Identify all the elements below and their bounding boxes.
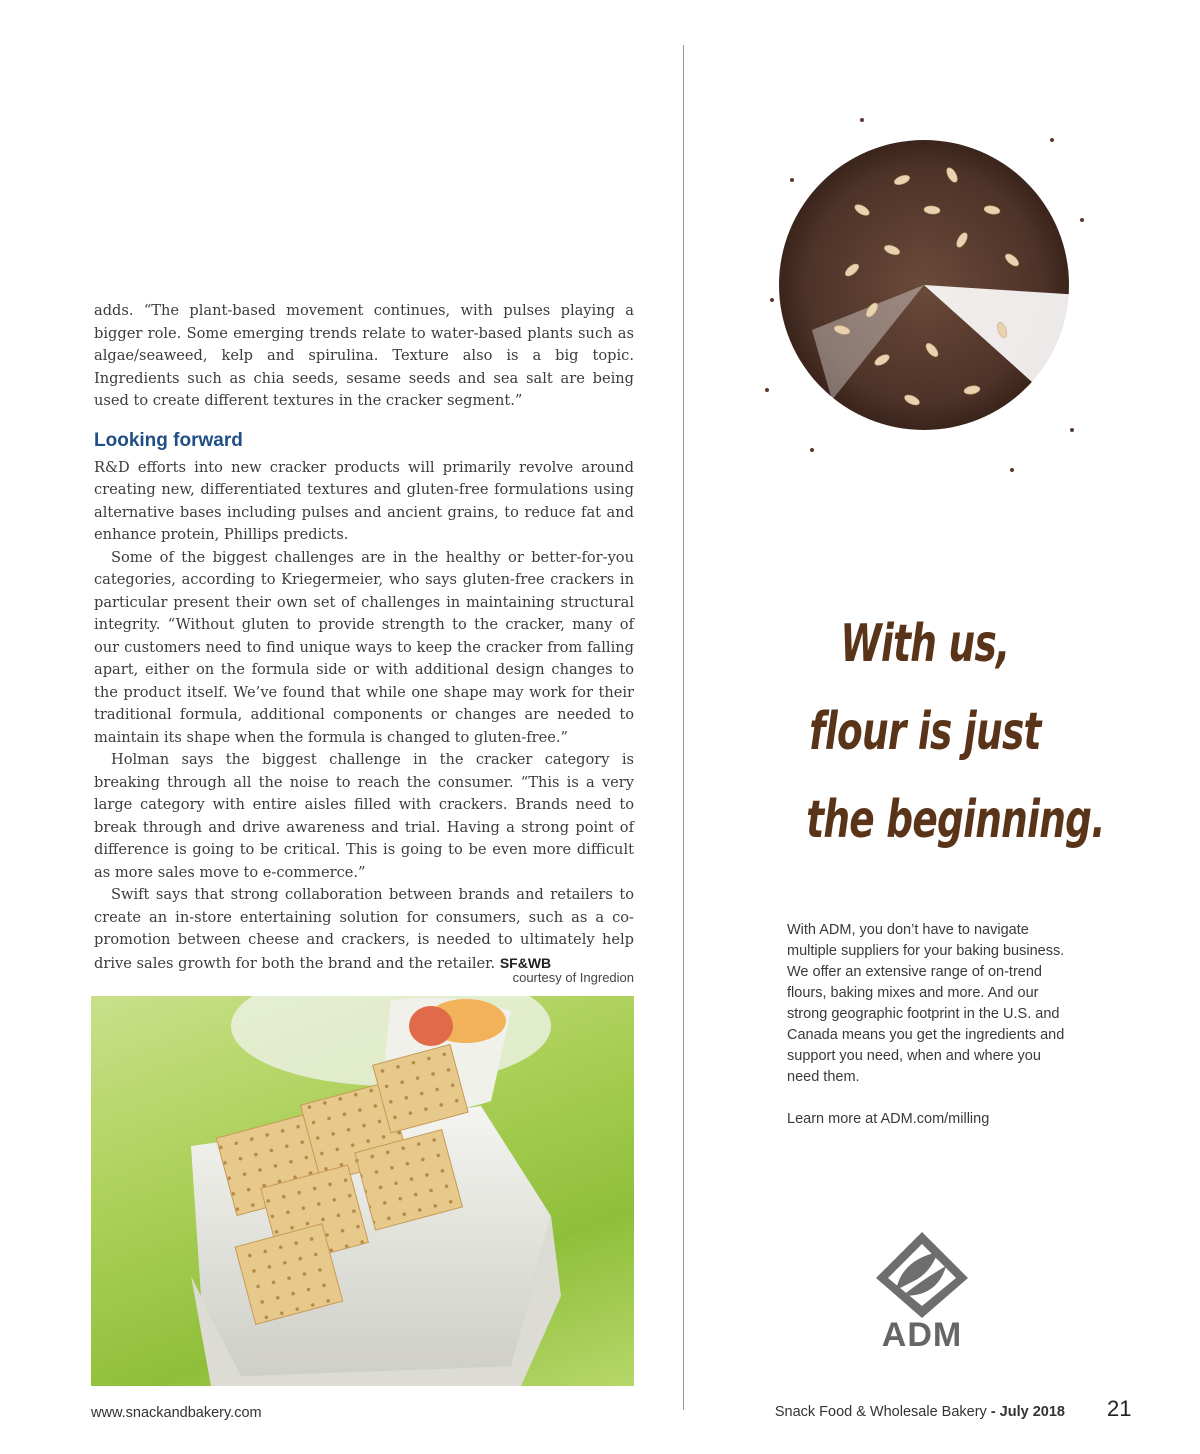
article-paragraph: adds. “The plant-based movement continues, with pulses playing a bigger role. Some emerging trends relate to water-based plants such as algae/seaweed, kelp and spirulina. Texture also is a big topic. Ingredients such as chia seeds, sesame seeds and sea salt are being used to create different textures in the cracker segment.” — [94, 302, 634, 409]
photo-caption: courtesy of Ingredion — [512, 970, 634, 985]
crackers-photo — [91, 996, 634, 1386]
article-column — [94, 300, 634, 975]
column-divider — [683, 45, 684, 1410]
signoff-mark: SF&WB — [499, 954, 552, 971]
footer-publication — [775, 1404, 1065, 1420]
section-heading: Looking forward — [94, 429, 243, 451]
publication-name: Snack Food & Wholesale Bakery — [774, 1404, 987, 1420]
adm-logo-text: ADM — [881, 1316, 963, 1354]
cake-photo — [752, 100, 1097, 490]
article-paragraph — [94, 884, 634, 975]
cake-illustration — [752, 100, 1097, 490]
article-paragraph: R&D efforts into new cracker products will primarily revolve around creating new, differentiated textures and gluten-free formulations using alternative bases including pulses and ancient grains, to reduce fat and enhance protein, Phillips predicts. — [94, 458, 634, 543]
ad-headline-line: the beginning. — [806, 790, 1105, 850]
adm-leaf-icon — [872, 1230, 972, 1320]
ad-body — [787, 920, 1067, 1130]
crackers-illustration — [91, 996, 634, 1386]
ad-headline-line: With us, — [840, 614, 1010, 674]
ad-headline-line: flour is just — [809, 702, 1041, 762]
ad-body-text: With ADM, you don’t have to navigate multiple suppliers for your baking business. We offer an extensive range of on-trend flours, baking mixes and more. And our strong geographic footprint in the U.S. and Canada means you get the ingredients and support you need, when and where you need them. — [787, 922, 1065, 1085]
article-paragraph-text: Swift says that strong collaboration between brands and retailers to create an in-store entertaining solution for consumers, such as a co-promotion between cheese and crackers, is needed to ultimately help drive sales growth for both the brand and the retailer. — [94, 886, 634, 972]
footer-website[interactable]: www.snackandbakery.com — [91, 1405, 262, 1421]
article-paragraph: Holman says the biggest challenge in the cracker category is breaking through all the noise to reach the consumer. “This is a very large category with entire aisles filled with crackers. Brands need to break through and drive awareness and trial. Having a strong point of difference is going to be critical. This is going to be even more difficult as more sales move to e-commerce.” — [94, 751, 634, 881]
ad-headline — [806, 600, 1105, 864]
article-paragraph: Some of the biggest challenges are in the healthy or better-for-you categories, according to Kriegermeier, who says gluten-free crackers in particular present their own set of challenges in maintaining structural integrity. “Without gluten to provide strength to the cracker, many of our customers need to find unique ways to keep the cracker from falling apart, either on the formula side or with additional design changes to the product itself. We’ve found that while one shape may work for their traditional formula, additional components or changes are needed to maintain its shape when the formula is changed to gluten-free.” — [94, 548, 634, 746]
issue-date: - July 2018 — [990, 1404, 1065, 1420]
page-number: 21 — [1107, 1396, 1132, 1421]
ad-learn-more-link[interactable]: Learn more at ADM.com/milling — [787, 1111, 990, 1127]
